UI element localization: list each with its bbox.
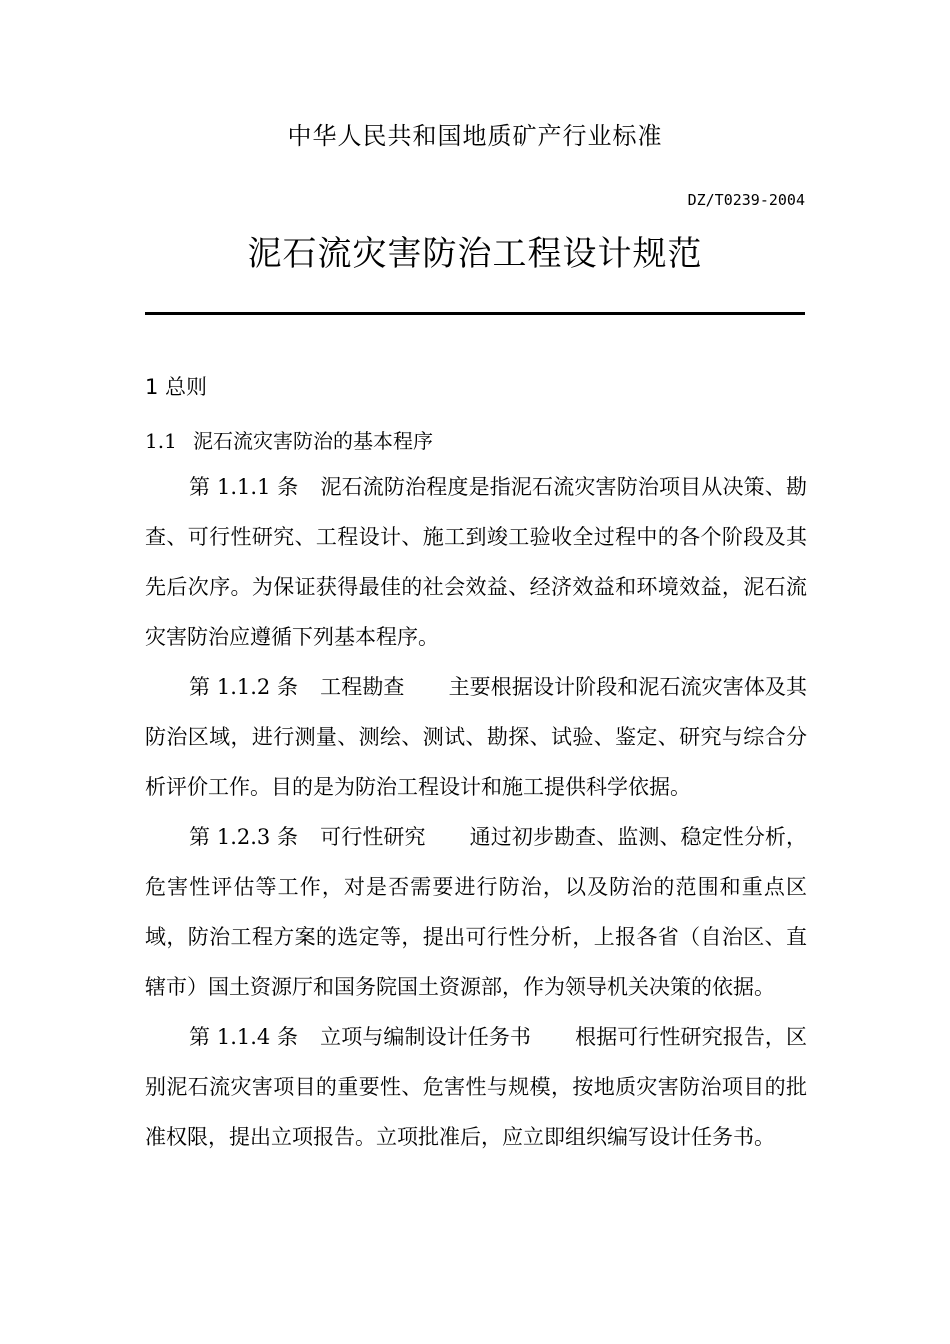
- article-label: 第 1.2.3 条: [189, 825, 299, 849]
- article-text: 主要根据设计阶段和泥石流灾害体及其防治区域，进行测量、测绘、测试、勘探、试验、鉴定、研究与综合分析评价工作。目的是为防治工程设计和施工提供科学依据。: [145, 675, 807, 799]
- article-label: 第 1.1.4 条: [189, 1025, 299, 1049]
- document-title: 泥石流灾害防治工程设计规范: [247, 234, 703, 274]
- subsection-heading: [145, 425, 433, 454]
- article-paragraph: [145, 462, 807, 662]
- article-text: 通过初步勘查、监测、稳定性分析，危害性评估等工作，对是否需要进行防治，以及防治的范围和重点区域，防治工程方案的选定等，提出可行性分析，上报各省（自治区、直辖市）国土资源厅和国务院国土资源部，作为领导机关决策的依据。: [145, 825, 808, 999]
- article-text: 泥石流防治程度是指泥石流灾害防治项目从决策、勘查、可行性研究、工程设计、施工到竣工验收全过程中的各个阶段及其先后次序。为保证获得最佳的社会效益、经济效益和环境效益，泥石流灾害防治应遵循下列基本程序。: [145, 475, 807, 649]
- standard-code: DZ/T0239-2004: [687, 191, 805, 209]
- article-paragraph: [145, 662, 807, 812]
- article-label: 第 1.1.1 条: [189, 475, 299, 499]
- article-label: 第 1.1.2 条: [189, 675, 299, 699]
- subsection-title: 泥石流灾害防治的基本程序: [193, 429, 433, 453]
- title-divider: [145, 312, 805, 315]
- article-topic: 可行性研究: [320, 825, 426, 849]
- article-topic: 工程勘查: [320, 675, 405, 699]
- document-body: [145, 462, 807, 1162]
- article-paragraph: [145, 1012, 807, 1162]
- section-heading: 1 总则: [145, 375, 208, 399]
- article-topic: 立项与编制设计任务书: [320, 1025, 532, 1049]
- subsection-number: 1.1: [145, 429, 177, 453]
- article-text: 根据可行性研究报告，区别泥石流灾害项目的重要性、危害性与规模，按地质灾害防治项目的批准权限，提出立项报告。立项批准后，应立即组织编写设计任务书。: [145, 1025, 807, 1149]
- standard-org-header: 中华人民共和国地质矿产行业标准: [287, 122, 663, 150]
- article-paragraph: [145, 812, 807, 1012]
